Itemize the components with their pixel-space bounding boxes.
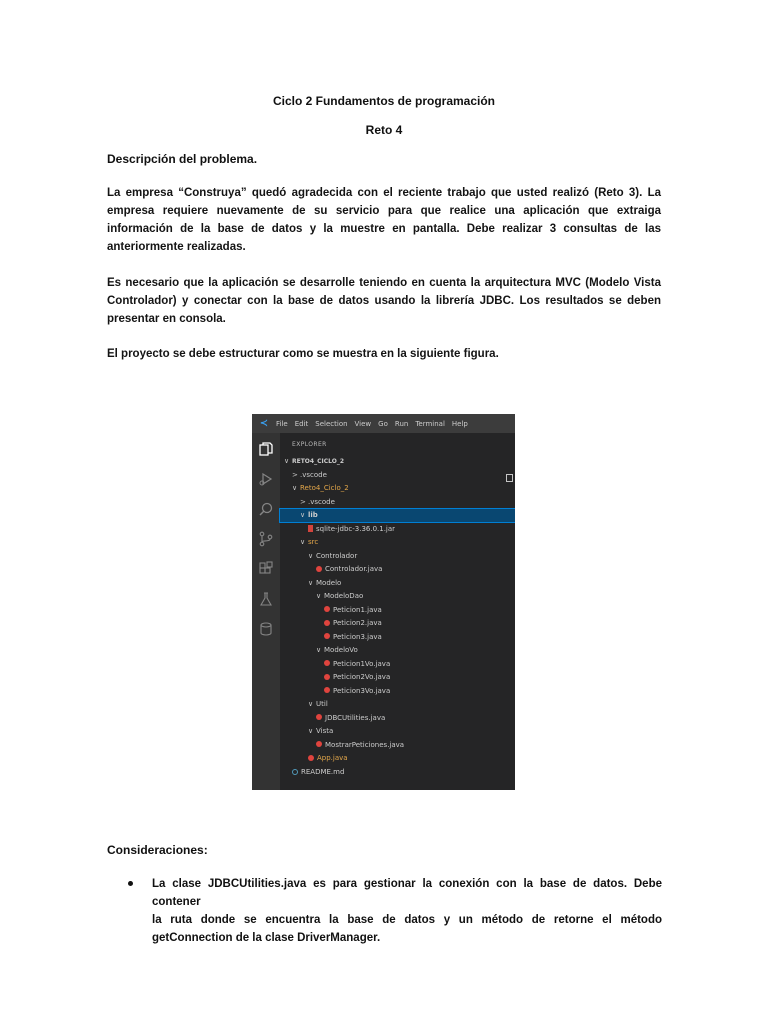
tree-item-label: Controlador <box>316 551 358 560</box>
document-title: Ciclo 2 Fundamentos de programación <box>272 94 496 108</box>
list-item-line: la ruta donde se encuentra la base de datos y un método de retorne el método <box>152 914 662 926</box>
tree-item-label: MostrarPeticiones.java <box>325 740 405 749</box>
java-file-icon <box>316 714 322 720</box>
tree-item-label: ModeloDao <box>324 592 364 600</box>
activity-bar <box>252 433 280 790</box>
menu-file[interactable]: File <box>276 419 288 428</box>
tree-item-label: Vista <box>316 727 334 735</box>
tree-item[interactable] <box>280 523 515 536</box>
jar-file-icon <box>308 525 313 532</box>
menu-selection[interactable]: Selection <box>315 419 348 428</box>
tree-item[interactable] <box>280 766 515 779</box>
menu-go[interactable]: Go <box>378 419 388 428</box>
paragraph-2-line: Es necesario que la aplicación se desarrolle teniendo en cuenta la arquitectura MVC (Modelo Vista <box>107 277 661 289</box>
paragraph-1-line: anteriormente realizadas. <box>107 241 246 253</box>
chevron-down-icon: ∨ <box>300 538 306 546</box>
tree-item-label: .vscode <box>300 470 327 479</box>
tree-item-label: Peticion2Vo.java <box>333 673 391 681</box>
tree-item[interactable] <box>280 482 515 495</box>
tree-item-label: JDBCUtilities.java <box>325 713 386 722</box>
tree-item[interactable] <box>280 644 515 657</box>
tree-item-label: src <box>308 538 319 546</box>
paragraph-1-line: La empresa “Construya” quedó agradecida con el reciente trabajo que usted realizó (Reto 3). La <box>107 187 661 199</box>
tree-item-label: Peticion3Vo.java <box>333 686 391 695</box>
tree-item[interactable] <box>280 563 515 576</box>
tree-item[interactable] <box>280 712 515 725</box>
tree-item-label: .vscode <box>308 497 335 506</box>
menu-view[interactable]: View <box>354 419 372 428</box>
problem-heading: Descripción del problema. <box>107 152 258 166</box>
explorer-sidebar <box>280 433 515 790</box>
tree-item[interactable] <box>280 685 515 698</box>
tree-item-label: Util <box>316 700 328 708</box>
chevron-down-icon: ∨ <box>316 646 322 654</box>
database-icon[interactable] <box>258 621 274 637</box>
java-file-icon <box>324 674 330 680</box>
vscode-logo-icon: ≺ <box>259 418 269 429</box>
considerations-heading: Consideraciones: <box>107 843 208 857</box>
list-item-line: getConnection de la clase DriverManager. <box>152 932 381 944</box>
considerations-list <box>128 875 662 947</box>
tree-item[interactable] <box>280 536 515 549</box>
chevron-down-icon: ∨ <box>308 727 314 735</box>
tree-item-label: Peticion1.java <box>333 605 382 614</box>
tree-item-label: Peticion1Vo.java <box>333 659 391 668</box>
document-subtitle: Reto 4 <box>365 123 403 137</box>
tree-item-label: ModeloVo <box>324 646 358 654</box>
tree-item[interactable] <box>280 631 515 644</box>
paragraph-3: El proyecto se debe estructurar como se muestra en la siguiente figura. <box>107 348 499 360</box>
tree-item[interactable] <box>280 469 515 482</box>
tree-item-label: Reto4_Ciclo_2 <box>300 484 349 492</box>
java-file-icon <box>316 741 322 747</box>
paragraph-1-line: empresa requiere nuevamente de su servicio para que realice una aplicación que extraiga <box>107 205 661 217</box>
chevron-right-icon: > <box>292 470 298 479</box>
chevron-down-icon: ∨ <box>284 457 290 465</box>
explorer-icon[interactable] <box>258 441 274 457</box>
tree-item-label: Modelo <box>316 578 342 587</box>
chevron-down-icon: ∨ <box>300 511 306 519</box>
menu-terminal[interactable]: Terminal <box>415 419 445 428</box>
tree-item[interactable] <box>280 590 515 603</box>
run-debug-icon[interactable] <box>258 471 274 487</box>
tree-item-label: README.md <box>301 767 345 776</box>
tree-item[interactable] <box>280 698 515 711</box>
java-file-icon <box>324 606 330 612</box>
explorer-title: EXPLORER <box>292 441 327 448</box>
tree-item[interactable] <box>280 509 515 522</box>
paragraph-2-line: Controlador) y conectar con la base de datos usando la librería JDBC. Los resultados se deben <box>107 295 661 307</box>
java-file-icon <box>316 566 322 572</box>
tree-item[interactable] <box>280 739 515 752</box>
menu-help[interactable]: Help <box>451 419 468 428</box>
source-control-icon[interactable] <box>258 531 274 547</box>
tree-item[interactable] <box>280 671 515 684</box>
tree-item[interactable] <box>280 496 515 509</box>
chevron-right-icon: > <box>300 497 306 506</box>
info-icon <box>292 769 298 775</box>
paragraph-1 <box>107 184 661 256</box>
chevron-down-icon: ∨ <box>308 578 314 587</box>
chevron-down-icon: ∨ <box>308 700 314 708</box>
tree-item-label: Controlador.java <box>325 565 383 573</box>
tree-item-label: App.java <box>317 754 348 762</box>
java-file-icon <box>324 633 330 639</box>
tree-item-label: lib <box>308 511 318 519</box>
menu-edit[interactable]: Edit <box>294 419 309 428</box>
paragraph-2 <box>107 274 661 328</box>
list-item-line: La clase JDBCUtilities.java es para gestionar la conexión con la base de datos. Debe contener <box>152 878 662 908</box>
chevron-down-icon: ∨ <box>316 592 322 600</box>
chevron-down-icon: ∨ <box>292 484 298 492</box>
bullet-icon <box>128 881 133 886</box>
tree-item-label: RETO4_CICLO_2 <box>292 458 345 465</box>
extensions-icon[interactable] <box>258 561 274 577</box>
tree-item[interactable] <box>280 455 515 468</box>
tree-item[interactable] <box>280 752 515 765</box>
tree-item-label: Peticion2.java <box>333 619 382 627</box>
tree-item[interactable] <box>280 604 515 617</box>
tree-item[interactable] <box>280 658 515 671</box>
tree-item-label: Peticion3.java <box>333 632 382 641</box>
java-file-icon <box>308 755 314 761</box>
tree-item[interactable] <box>280 617 515 630</box>
tree-item[interactable] <box>280 550 515 563</box>
search-icon[interactable] <box>258 501 274 517</box>
paragraph-2-line: presentar en consola. <box>107 313 226 325</box>
testing-flask-icon[interactable] <box>258 591 274 607</box>
menu-bar <box>252 414 515 433</box>
paragraph-1-line: información de la base de datos y la muestre en pantalla. Debe realizar 3 consultas de las <box>107 223 661 235</box>
tree-item-label: sqlite-jdbc-3.36.0.1.jar <box>316 524 396 533</box>
vscode-explorer-figure <box>252 414 515 790</box>
chevron-down-icon: ∨ <box>308 551 314 560</box>
java-file-icon <box>324 620 330 626</box>
tree-item[interactable] <box>280 577 515 590</box>
java-file-icon <box>324 660 330 666</box>
tree-item[interactable] <box>280 725 515 738</box>
java-file-icon <box>324 687 330 693</box>
list-item <box>128 875 662 947</box>
menu-run[interactable]: Run <box>394 419 409 428</box>
